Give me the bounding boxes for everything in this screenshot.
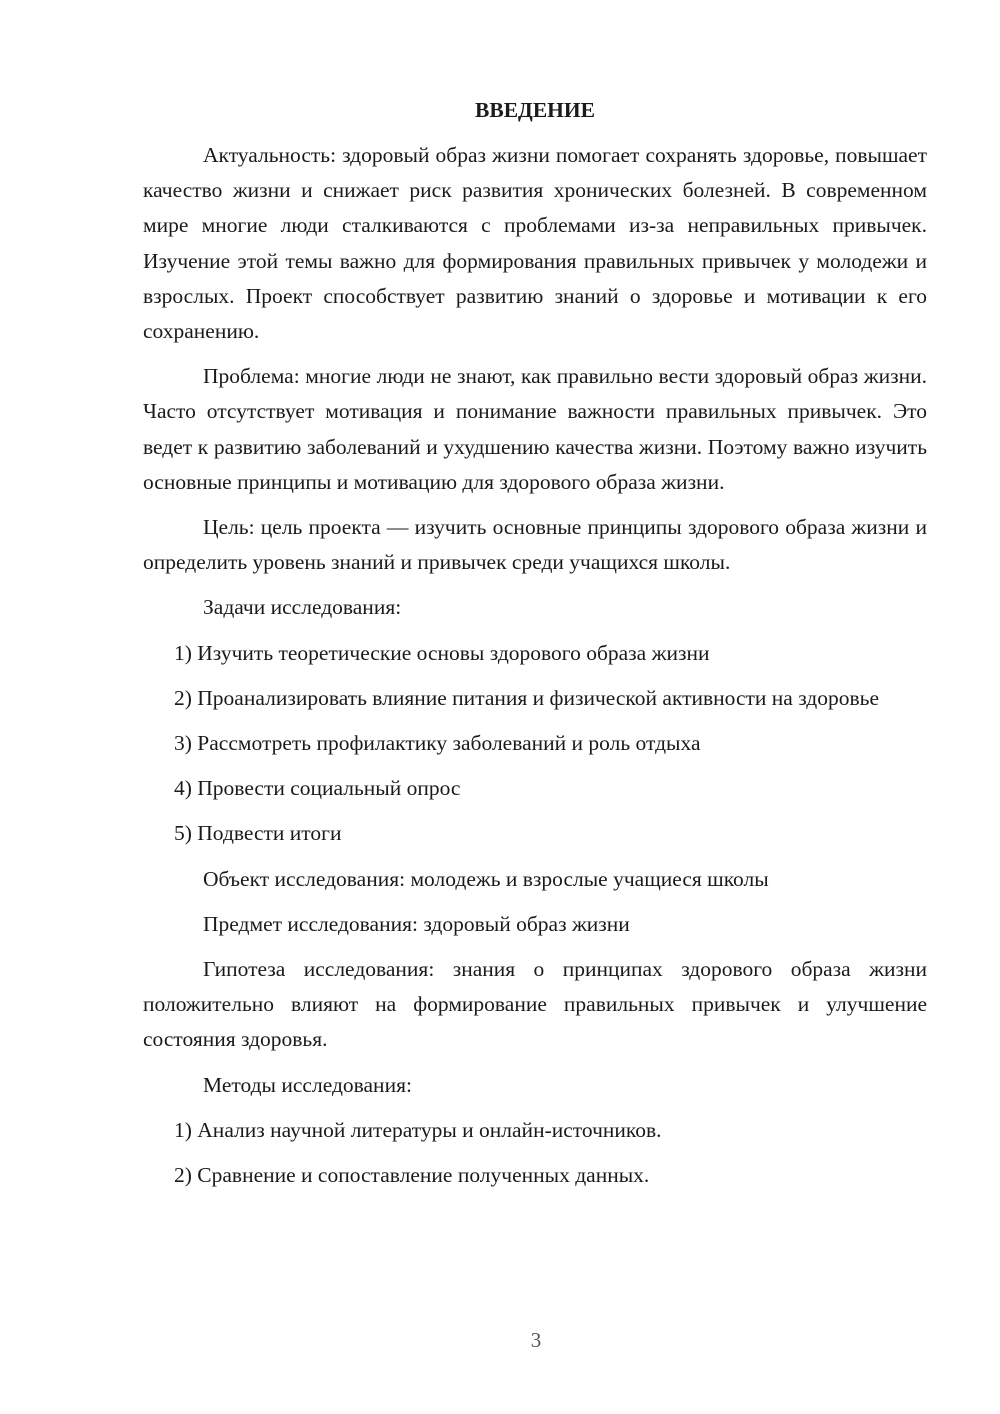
methods-heading: Методы исследования: — [203, 1072, 412, 1097]
task-item: 4) Провести социальный опрос — [174, 776, 461, 801]
hypothesis-paragraph: Гипотеза исследования: знания о принципах здорового образа жизни положительно влияют на формирование правильных привычек и улучшение состояния здоровья. — [143, 957, 927, 1052]
page-number: 3 — [530, 1328, 542, 1352]
tasks-heading: Задачи исследования: — [203, 595, 402, 620]
goal-paragraph: Цель: цель проекта — изучить основные принципы здорового образа жизни и определить уровень знаний и привычек среди учащихся школы. — [143, 515, 927, 575]
subject-line: Предмет исследования: здоровый образ жизни — [203, 911, 630, 936]
object-line: Объект исследования: молодежь и взрослые учащиеся школы — [203, 866, 769, 891]
method-item: 1) Анализ научной литературы и онлайн-источников. — [174, 1117, 662, 1142]
method-item: 2) Сравнение и сопоставление полученных данных. — [174, 1163, 650, 1188]
task-item: 3) Рассмотреть профилактику заболеваний и роль отдыха — [174, 731, 701, 756]
task-item: 2) Проанализировать влияние питания и физической активности на здоровье — [174, 685, 879, 710]
relevance-paragraph: Актуальность: здоровый образ жизни помогает сохранять здоровье, повышает качество жизни и снижает риск развития хронических болезней. В современном мире многие люди сталкиваются с проблемами из-за неправильных привычек. Изучение этой темы важно для формирования правильных привычек у молодежи и взрослых. Проект способствует развитию знаний о здоровье и мотивации к его сохранению. — [143, 143, 927, 344]
task-item: 1) Изучить теоретические основы здорового образа жизни — [174, 640, 710, 665]
problem-paragraph: Проблема: многие люди не знают, как правильно вести здоровый образ жизни. Часто отсутствует мотивация и понимание важности правильных привычек. Это ведет к развитию заболеваний и ухудшению качества жизни. Поэтому важно изучить основные принципы и мотивацию для здорового образа жизни. — [143, 364, 927, 494]
task-item: 5) Подвести итоги — [174, 821, 342, 846]
page-content — [143, 93, 927, 1203]
section-title: ВВЕДЕНИЕ — [475, 98, 595, 122]
